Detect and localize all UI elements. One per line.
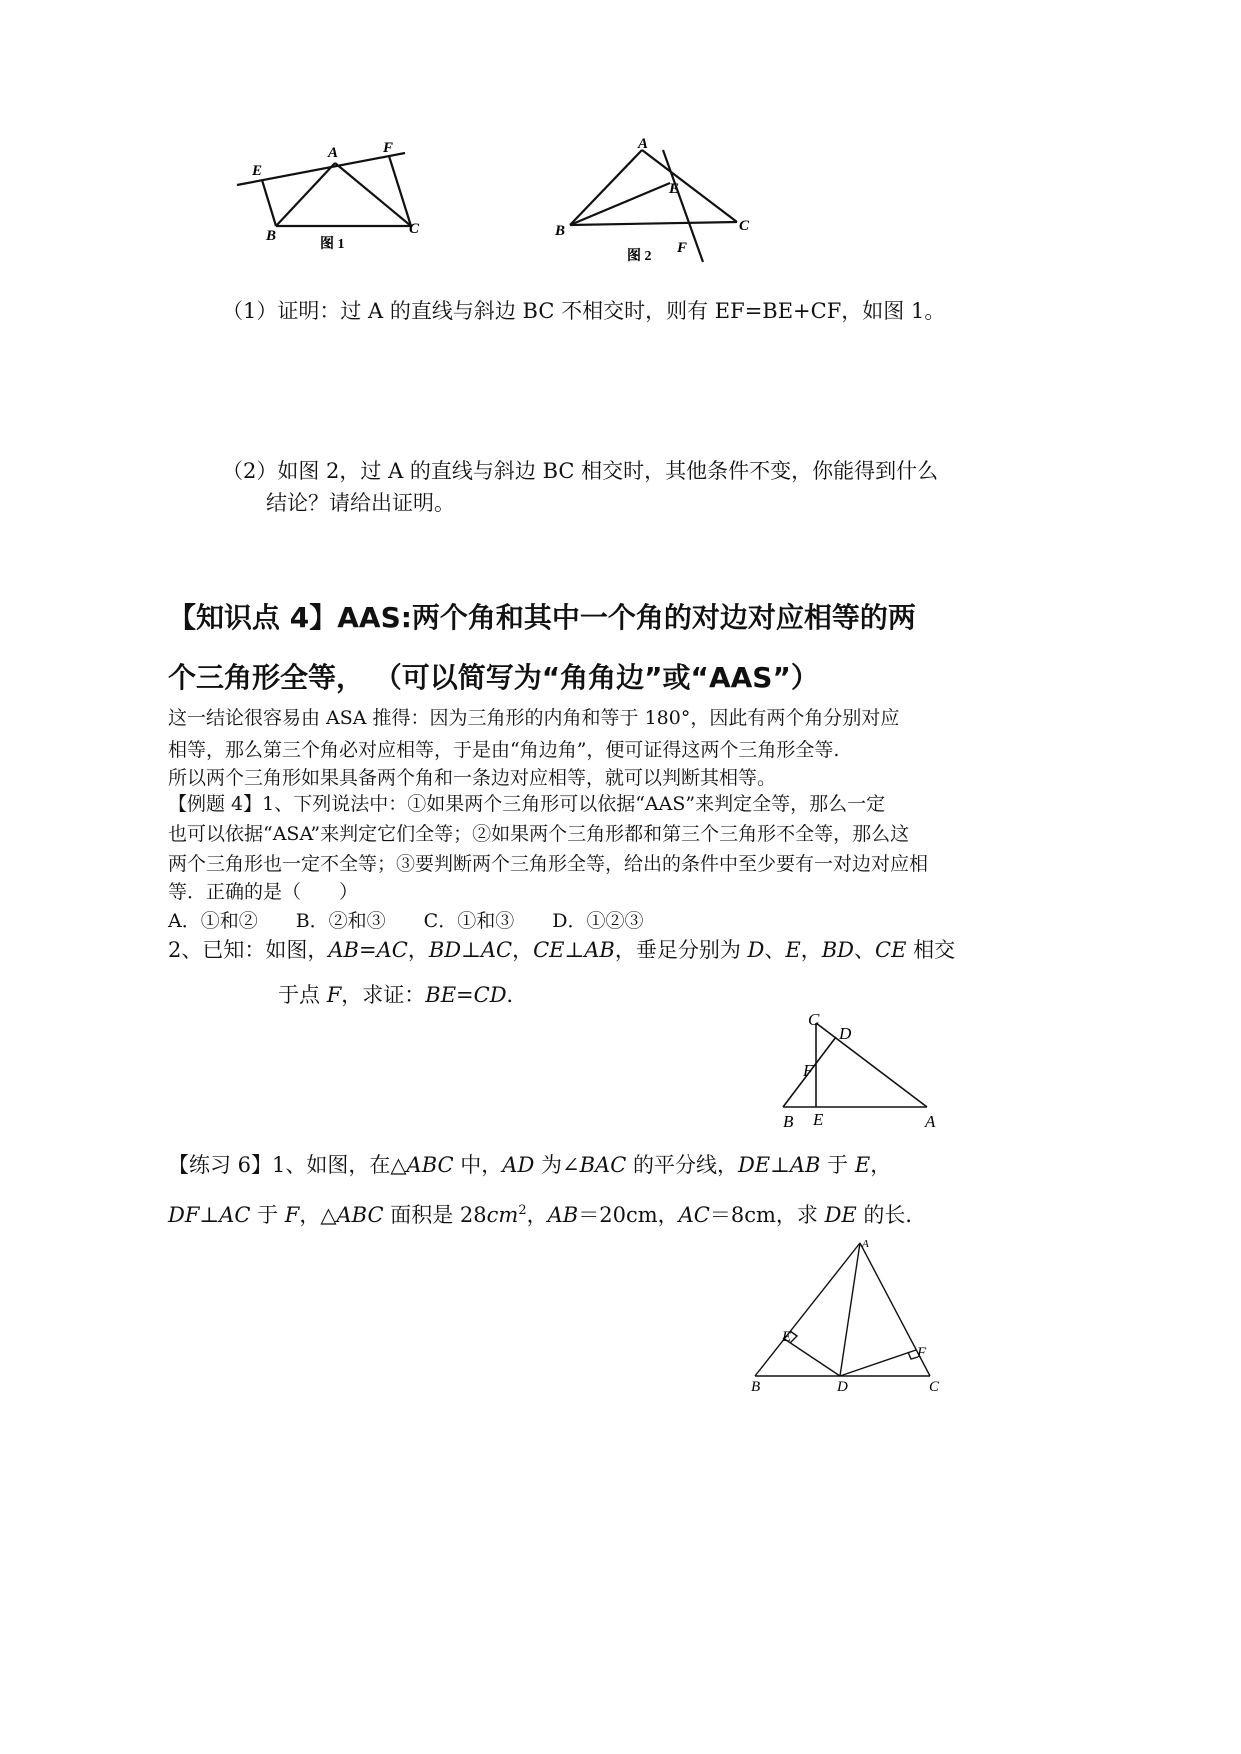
fig4-label-d: D — [837, 1379, 848, 1395]
practice-6-line-1: 【练习 6】1、如图，在△ABC 中，AD 为∠BAC 的平分线，DE⊥AB 于 E， — [168, 1153, 892, 1177]
explain-line-2: 相等，那么第三个角必对应相等，于是由“角边角”，便可证得这两个三角形全等. — [168, 739, 840, 761]
fig4-label-e: E — [782, 1329, 792, 1345]
example-4-line-3: 两个三角形也一定不全等；③要判断两个三角形全等，给出的条件中至少要有一对边对应相 — [168, 853, 929, 875]
fig4-label-f: F — [917, 1345, 927, 1361]
fig4-label-c: C — [929, 1379, 940, 1395]
fig3-label-e: E — [813, 1110, 824, 1129]
explain-line-1: 这一结论很容易由 ASA 推得：因为三角形的内角和等于 180°，因此有两个角分别对应 — [168, 707, 900, 729]
fig2-label-e: E — [669, 181, 680, 197]
fig4-label-b: B — [751, 1379, 761, 1395]
fig4-label-a: A — [862, 1238, 869, 1250]
explain-line-3: 所以两个三角形如果具备两个角和一条边对应相等，就可以判断其相等。 — [168, 767, 777, 789]
fig3-label-c: C — [808, 1010, 820, 1029]
part-2-line-2: 结论？请给出证明。 — [266, 491, 455, 515]
fig1-label-f: F — [383, 140, 394, 156]
knowledge-point-4-line-1: 【知识点 4】AAS:两个角和其中一个角的对边对应相等的两 — [168, 601, 916, 634]
example-4-line-1: 【例题 4】1、下列说法中：①如果两个三角形可以依据“AAS”来判定全等，那么一定 — [168, 793, 886, 815]
example-4-line-4: 等．正确的是（ ） — [168, 881, 359, 903]
fig1-label-c: C — [409, 221, 420, 237]
example-4-line-2: 也可以依据“ASA”来判定它们全等；②如果两个三角形都和第三个三角形不全等，那么这 — [168, 823, 910, 845]
fig1-label-e: E — [252, 163, 263, 179]
practice-6-line-2: DF⊥AC 于 F，△ABC 面积是 $28cm^2$，AB＝20cm，AC＝8cm，求 DE 的长． — [168, 1203, 927, 1227]
figure-4 — [745, 1235, 950, 1395]
fig1-label-b: B — [266, 228, 277, 244]
fig3-label-f: F — [803, 1061, 814, 1080]
fig2-label-b: B — [555, 223, 566, 239]
fig3-label-d: D — [839, 1024, 852, 1043]
fig2-caption: 图 2 — [627, 249, 652, 264]
figure-3 — [775, 1005, 945, 1133]
fig1-label-a: A — [328, 145, 339, 161]
figure-2 — [545, 130, 760, 270]
fig3-label-a: A — [925, 1112, 936, 1131]
fig1-caption: 图 1 — [320, 237, 345, 252]
example-4-options: A．①和② B．②和③ C．①和③ D．①②③ — [168, 910, 644, 932]
fig2-label-f: F — [677, 240, 688, 256]
question-2-line-1: 2、已知：如图，AB=AC，BD⊥AC，CE⊥AB，垂足分别为 D、E，BD、CE 相交 — [168, 938, 956, 962]
part-2-line-1: （2）如图 2，过 A 的直线与斜边 BC 相交时，其他条件不变，你能得到什么 — [222, 459, 939, 483]
figure-1 — [230, 135, 420, 260]
fig3-label-b: B — [783, 1112, 794, 1131]
part-1-text: （1）证明：过 A 的直线与斜边 BC 不相交时，则有 EF=BE+CF，如图 1。 — [222, 299, 946, 323]
fig2-label-c: C — [739, 218, 750, 234]
knowledge-point-4-line-2: 个三角形全等， （可以简写为“角角边”或“AAS”） — [168, 661, 819, 694]
question-2-line-2: 于点 F，求证：BE=CD． — [278, 983, 528, 1007]
fig2-label-a: A — [638, 136, 649, 152]
